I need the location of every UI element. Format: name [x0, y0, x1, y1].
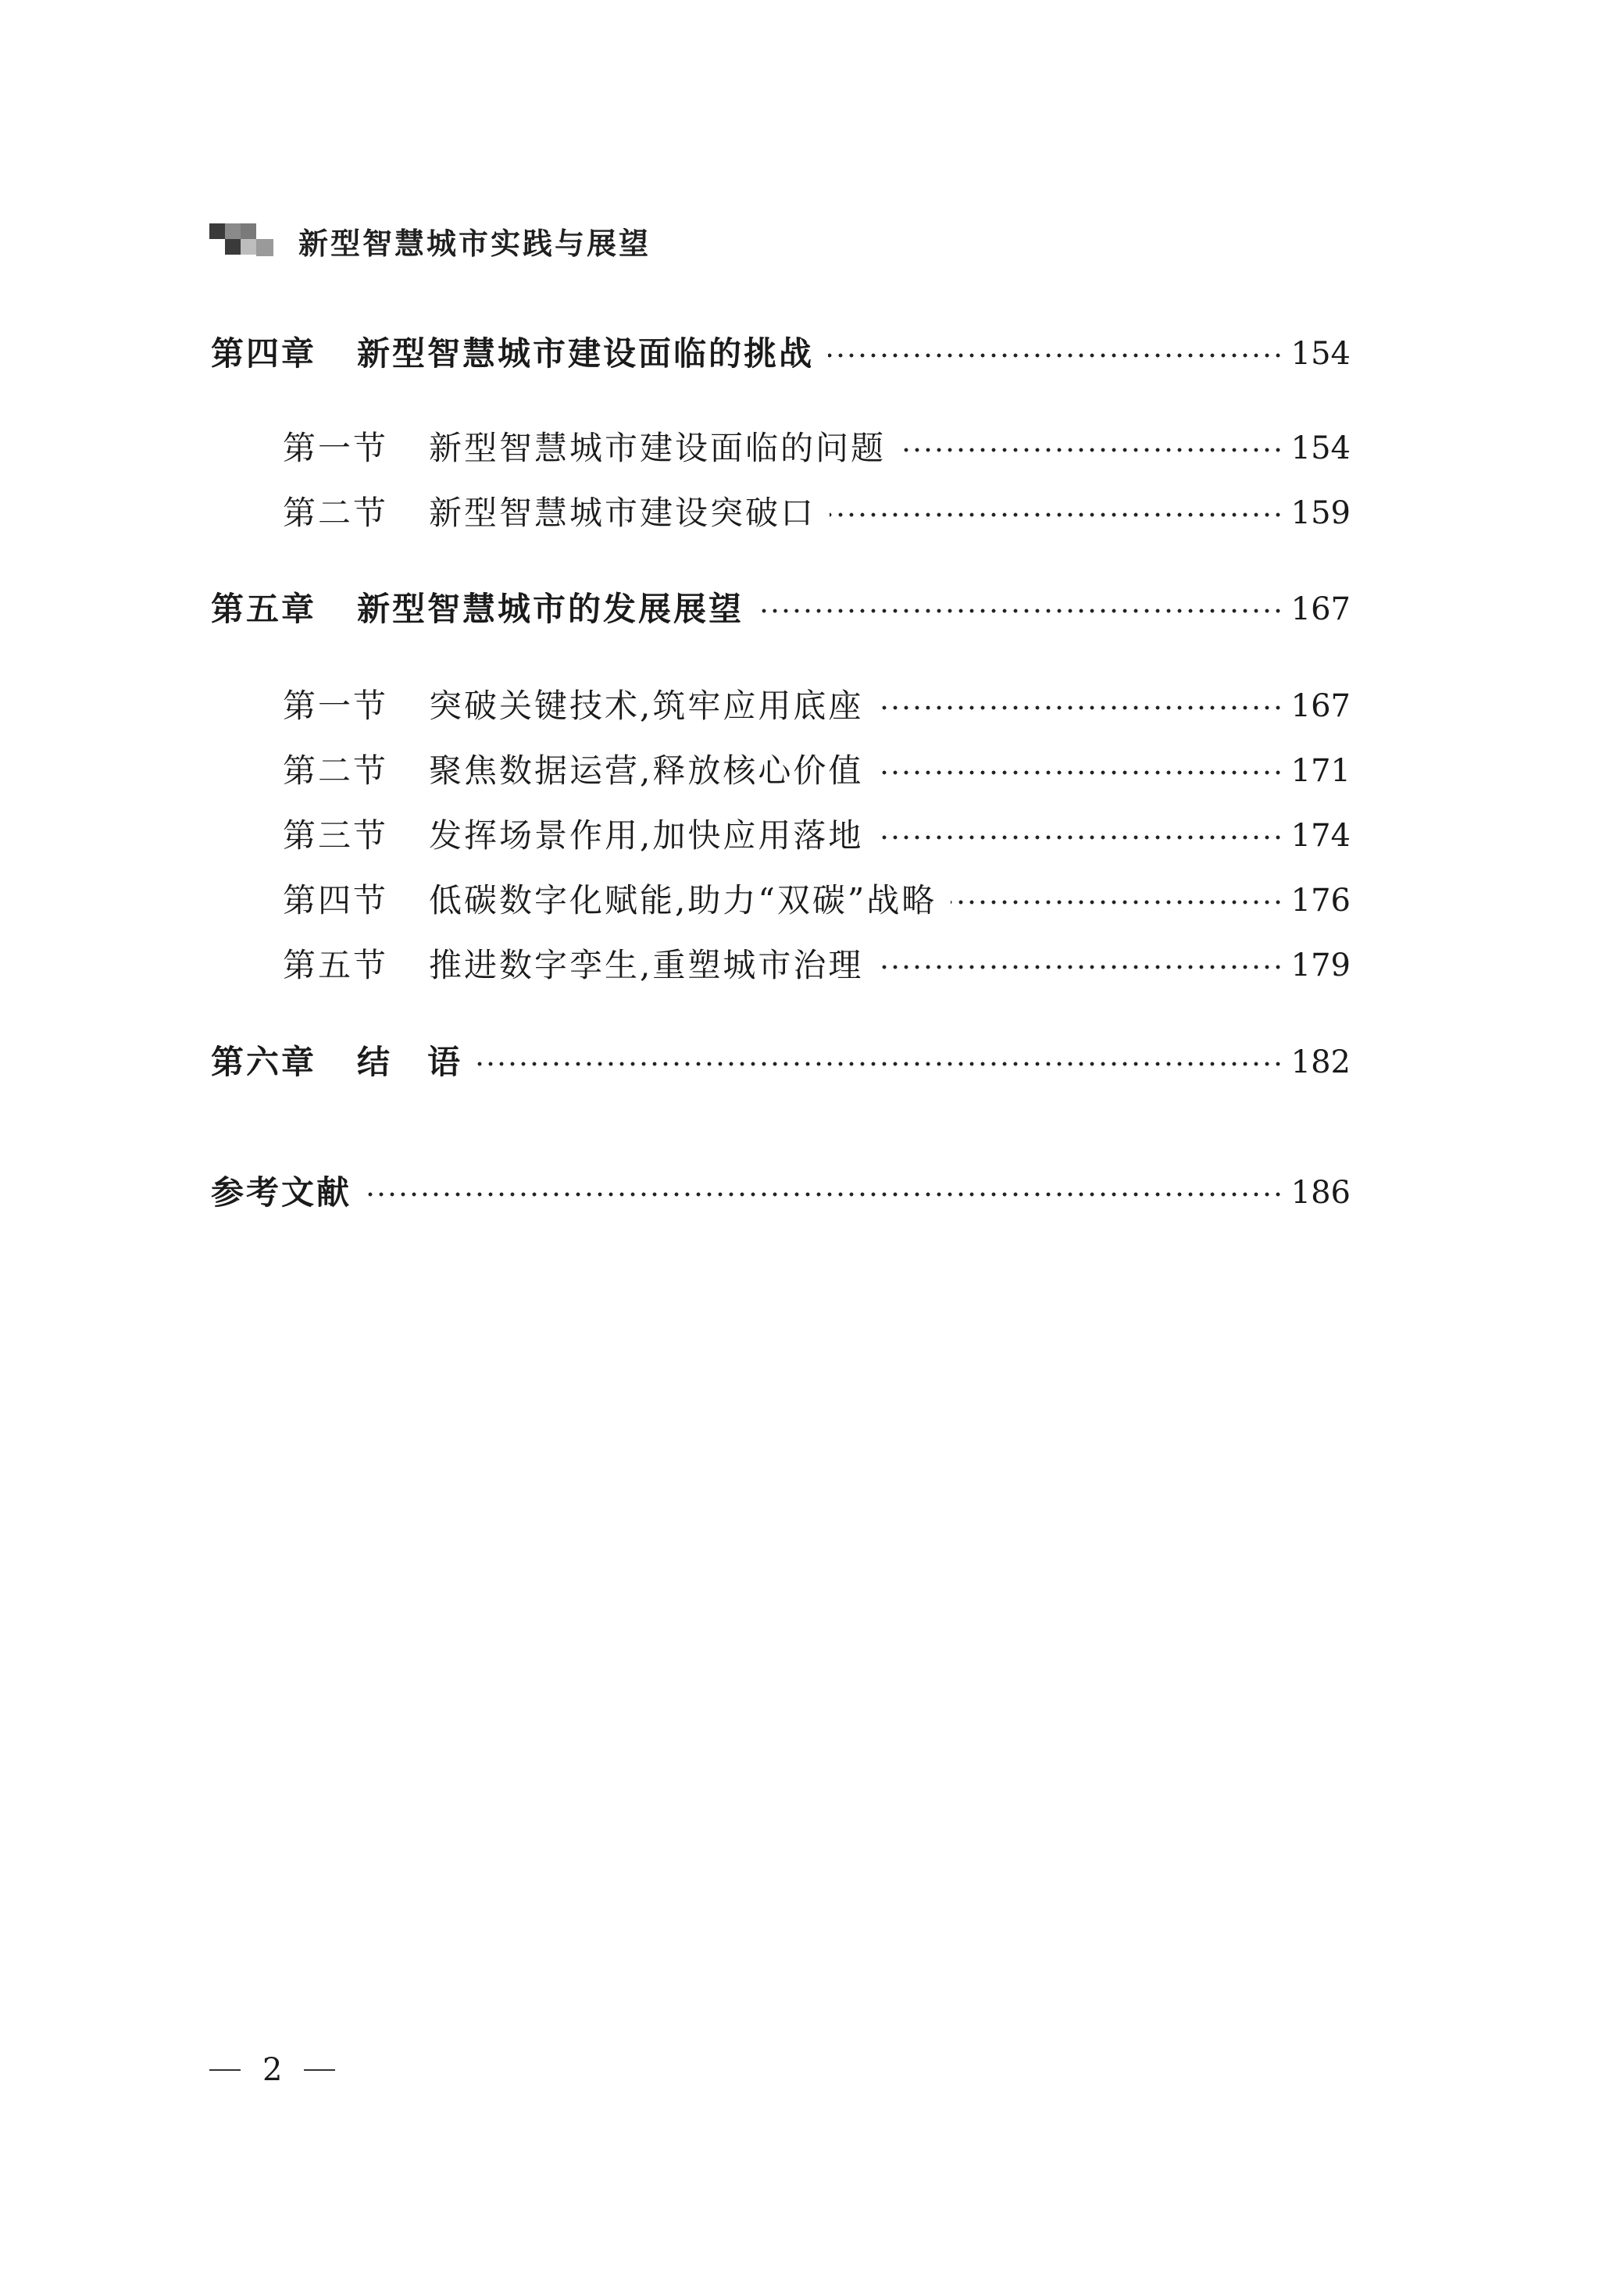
section-number: 第二节 — [283, 751, 389, 790]
section-number: 第一节 — [283, 429, 389, 467]
page-number: 167 — [1290, 591, 1351, 627]
section-number: 第三节 — [283, 816, 389, 855]
dot-leader — [877, 834, 1283, 841]
toc-label — [283, 877, 937, 924]
dot-leader — [877, 964, 1283, 970]
toc-entry-section[interactable] — [0, 683, 1624, 730]
toc-entry-section[interactable] — [0, 942, 1624, 989]
toc-label — [283, 942, 863, 989]
footer-page-number: 2 — [262, 2052, 283, 2088]
toc-entry-chapter[interactable] — [0, 330, 1624, 377]
section-title: 新型智慧城市建设面临的问题 — [429, 429, 887, 467]
dot-leader — [828, 352, 1283, 359]
dot-leader — [830, 512, 1283, 518]
references-title: 参考文献 — [211, 1173, 352, 1212]
section-number: 第四节 — [283, 881, 389, 919]
page-number: 154 — [1290, 430, 1351, 466]
footer-dash — [304, 2069, 335, 2071]
dot-leader — [758, 608, 1283, 614]
page-number: 159 — [1290, 495, 1351, 531]
section-title: 突破关键技术,筑牢应用底座 — [429, 687, 864, 725]
running-header — [209, 217, 651, 264]
page-number: 182 — [1290, 1044, 1351, 1080]
toc-entry-references[interactable] — [0, 1169, 1624, 1216]
toc-entry-section[interactable] — [0, 425, 1624, 472]
section-number: 第一节 — [283, 687, 389, 725]
section-number: 第二节 — [283, 494, 389, 532]
chapter-title: 结 语 — [357, 1043, 463, 1081]
toc-entry-chapter[interactable] — [0, 1039, 1624, 1086]
book-title: 新型智慧城市实践与展望 — [298, 225, 651, 261]
page-number: 186 — [1290, 1175, 1351, 1211]
dot-leader — [476, 1061, 1283, 1067]
section-title: 新型智慧城市建设突破口 — [429, 494, 816, 532]
section-title: 发挥场景作用,加快应用落地 — [429, 816, 864, 855]
page-footer — [209, 2047, 335, 2093]
dot-leader — [900, 447, 1283, 453]
page-number: 167 — [1290, 688, 1351, 724]
section-title: 推进数字孪生,重塑城市治理 — [429, 946, 864, 984]
section-title: 聚焦数据运营,释放核心价值 — [429, 751, 864, 790]
chapter-title: 新型智慧城市的发展展望 — [357, 590, 744, 628]
dot-leader — [951, 899, 1283, 905]
chapter-number: 第四章 — [211, 334, 317, 373]
checker-squares-icon — [209, 223, 277, 258]
toc-entry-chapter[interactable] — [0, 586, 1624, 633]
toc-label — [211, 1169, 352, 1216]
toc-entry-section[interactable] — [0, 877, 1624, 924]
toc-label — [283, 425, 886, 472]
chapter-number: 第五章 — [211, 590, 317, 628]
section-number: 第五节 — [283, 946, 389, 984]
toc-entry-section[interactable] — [0, 748, 1624, 794]
page-number: 171 — [1290, 753, 1351, 789]
toc-label — [211, 1039, 462, 1086]
toc-label — [283, 748, 863, 794]
dot-leader — [877, 769, 1283, 776]
toc-entry-section[interactable] — [0, 490, 1624, 537]
footer-dash — [209, 2069, 241, 2071]
chapter-number: 第六章 — [211, 1043, 317, 1081]
toc-label — [283, 812, 863, 859]
page-number: 176 — [1290, 883, 1351, 919]
toc-entry-section[interactable] — [0, 812, 1624, 859]
section-title: 低碳数字化赋能,助力“双碳”战略 — [429, 881, 937, 919]
chapter-title: 新型智慧城市建设面临的挑战 — [357, 334, 815, 373]
dot-leader — [366, 1191, 1283, 1197]
dot-leader — [877, 705, 1283, 711]
page-number: 179 — [1290, 948, 1351, 983]
page-number: 174 — [1290, 818, 1351, 854]
toc-label — [211, 330, 814, 377]
page-number: 154 — [1290, 336, 1351, 372]
toc-label — [283, 490, 816, 537]
toc-label — [283, 683, 863, 730]
toc-label — [211, 586, 744, 633]
